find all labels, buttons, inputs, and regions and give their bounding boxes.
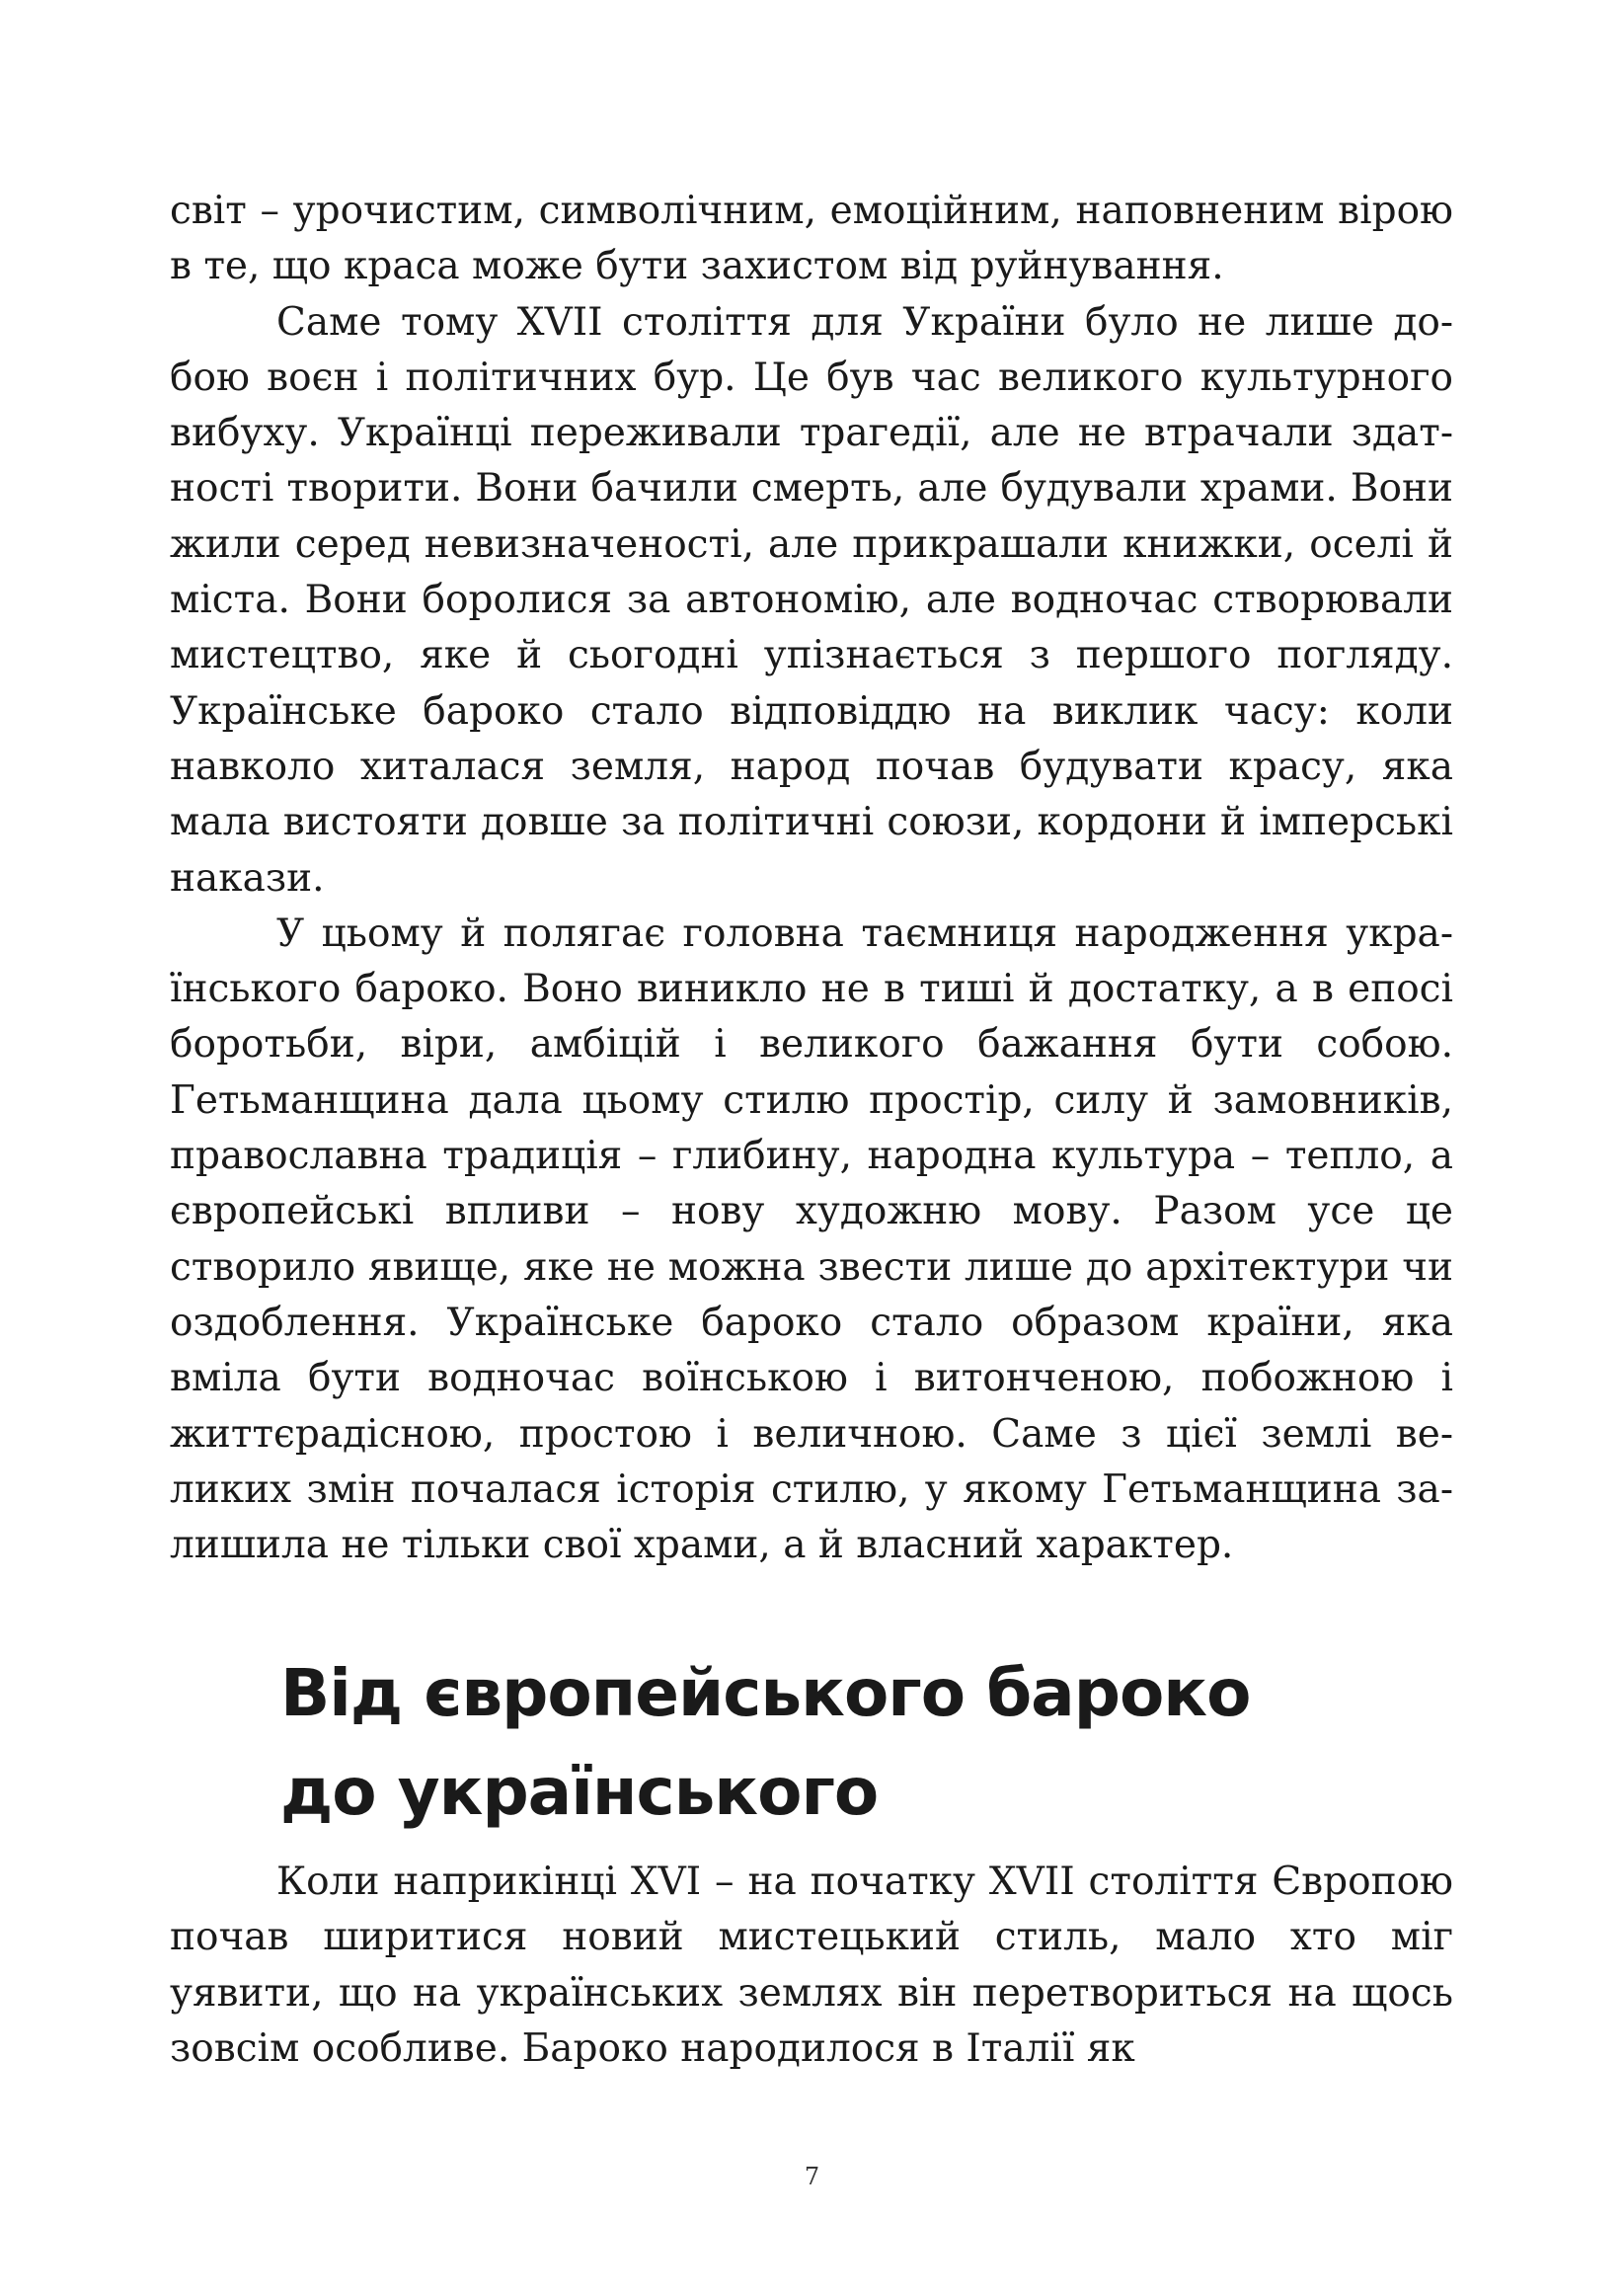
body-text-bottom bbox=[170, 1855, 1453, 2077]
section-heading-line-2: до українського bbox=[280, 1754, 879, 1830]
paragraph-continuation: світ – урочистим, символічним, емоційним, наповненим вірою в те, що краса може бути захистом від руйнування. bbox=[170, 189, 1453, 289]
paragraph-baroque-mystery: У цьому й полягає головна таємниця народження українського бароко. Воно виникло не в тиші й достатку, а в епосі боротьби, віри, амбіцій і великого бажання бути собою. Гетьманщина дала цьому стилю простір, силу й замовників, православна традиція – глибину, народна культура – тепло, а європейські впливи – нову художню мову. Разом усе це створило явище, яке не можна звести лише до архітектури чи оздоблення. Українське бароко стало образом країни, яка вміла бути водночас воїнською і витонченою, побожною і життєрадісною, простою і величною. Саме з цієї землі великих змін почалася історія стилю, у якому Гетьманщина залишила не тільки свої храми, а й власний характер. bbox=[170, 910, 1453, 1568]
paragraph-european-baroque: Коли наприкінці XVI – на початку XVII століття Європою почав ширитися новий мистецький стиль, мало хто міг уявити, що на українських землях він перетвориться на щось зовсім особливе. Бароко народилося в Італії як bbox=[170, 1860, 1453, 2071]
section-heading-line-1: Від європейського бароко bbox=[280, 1655, 1251, 1731]
paragraph-seventeenth-century: Саме тому XVII століття для України було не лише добою воєн і політичних бур. Це був час великого культурного вибуху. Українці переживали трагедії, але не втрачали здатності творити. Вони бачили смерть, але будували храми. Вони жили серед невизначеності, але прикрашали книжки, оселі й міста. Вони боролися за автономію, але водночас створювали мистецтво, яке й сьогодні упізнається з першого погляду. Українське бароко стало відповіддю на виклик часу: коли навколо хиталася земля, народ почав будувати красу, яка мала вистояти довше за політичні союзи, кордони й імперські накази. bbox=[170, 299, 1453, 901]
section-heading bbox=[280, 1644, 1465, 1842]
body-text-top bbox=[170, 184, 1453, 1573]
page-number: 7 bbox=[804, 2163, 820, 2190]
